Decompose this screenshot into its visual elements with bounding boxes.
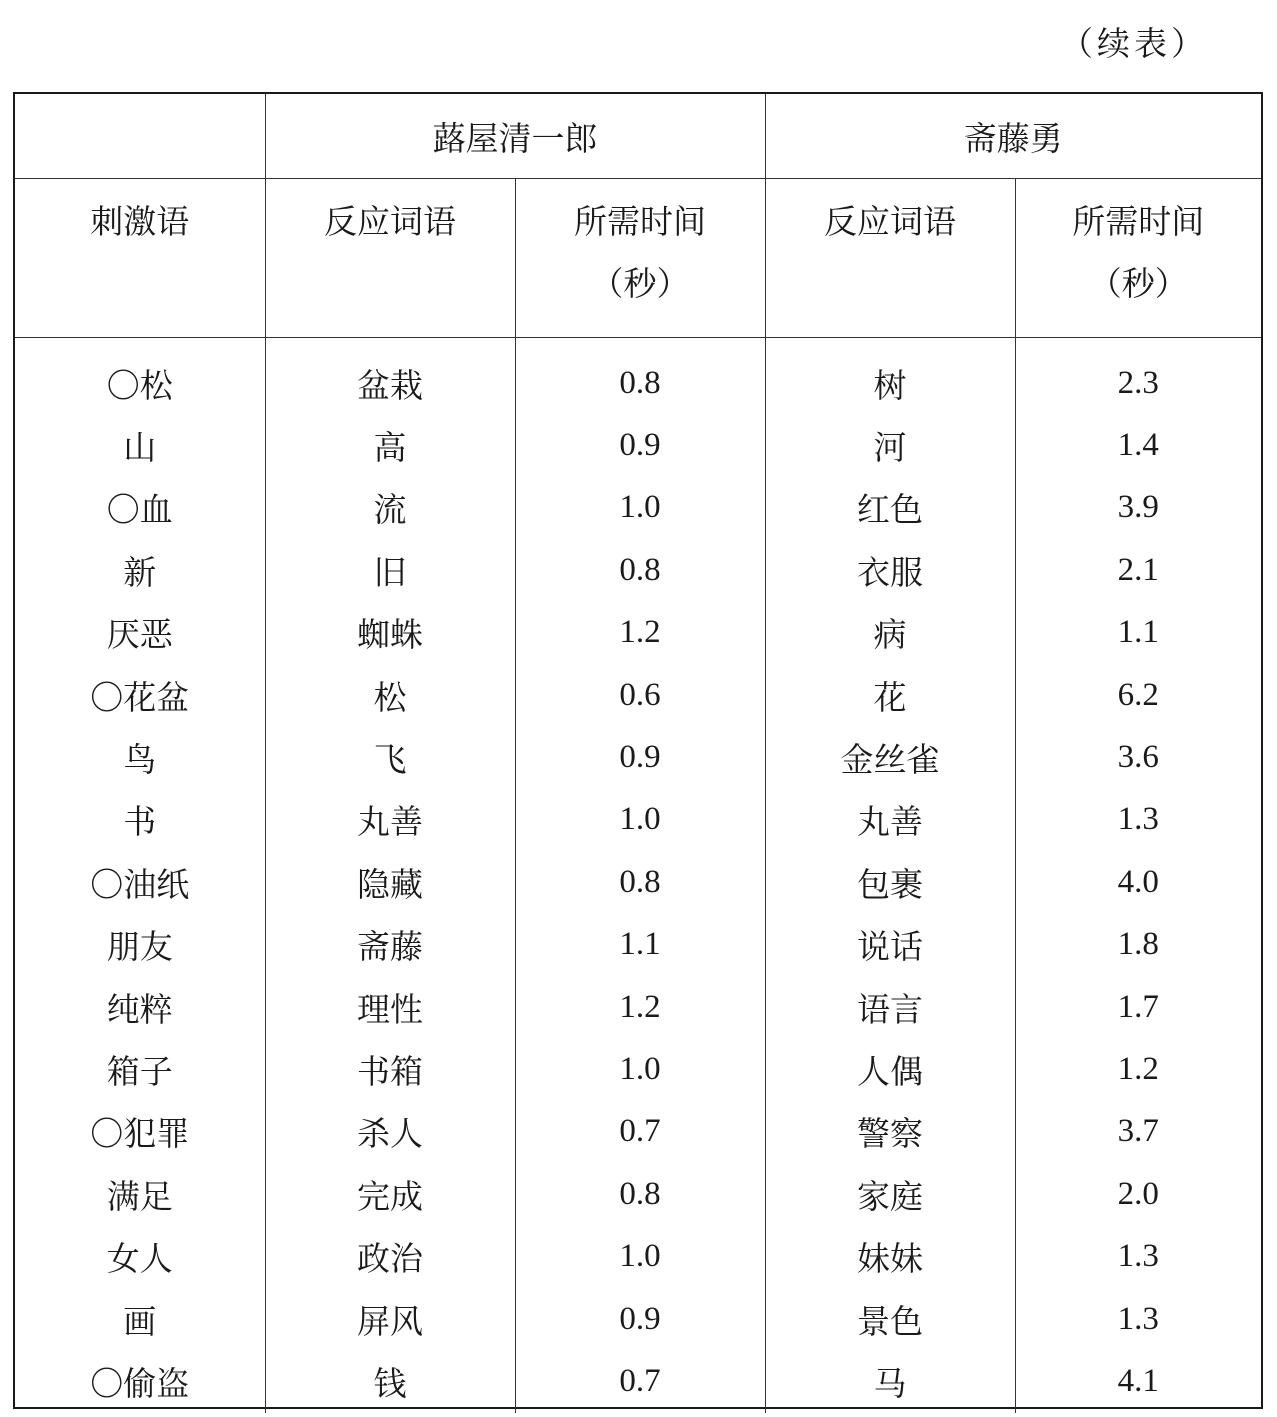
stimulus-cell: 新 [123, 552, 157, 592]
a-response-cell: 斋藤 [265, 914, 515, 976]
a-time-cell: 0.7 [515, 1350, 765, 1412]
b-response-cell: 衣服 [765, 539, 1015, 601]
b-time-cell: 1.3 [1015, 789, 1261, 851]
a-response-cell: 隐藏 [265, 851, 515, 913]
a-time-cell: 0.8 [515, 851, 765, 913]
table-row [15, 914, 1261, 976]
header-b-time [1015, 179, 1261, 338]
a-response-cell: 完成 [265, 1163, 515, 1225]
table-row [15, 664, 1261, 726]
a-response-cell: 杀人 [265, 1101, 515, 1163]
table-row [15, 1038, 1261, 1100]
a-response-cell: 旧 [265, 539, 515, 601]
header-b-response: 反应词语 [765, 179, 1015, 338]
b-time-cell: 4.1 [1015, 1350, 1261, 1412]
stimulus-cell: 〇花盆 [90, 677, 190, 717]
table-row [15, 1225, 1261, 1287]
b-time-cell: 6.2 [1015, 664, 1261, 726]
a-time-cell: 1.1 [515, 914, 765, 976]
b-response-cell: 花 [765, 664, 1015, 726]
stimulus-cell: 山 [123, 428, 157, 468]
b-time-cell: 2.1 [1015, 539, 1261, 601]
b-response-cell: 红色 [765, 477, 1015, 539]
b-response-cell: 病 [765, 602, 1015, 664]
table-row [15, 338, 1261, 415]
b-response-cell: 金丝雀 [765, 726, 1015, 788]
stimulus-cell: 满足 [106, 1176, 173, 1216]
b-response-cell: 语言 [765, 976, 1015, 1038]
table-row [15, 539, 1261, 601]
header-b-time-line2: （秒） [1088, 264, 1188, 303]
stimulus-cell: 箱子 [106, 1051, 173, 1091]
stimulus-cell: 朋友 [106, 927, 173, 967]
table-row [15, 1163, 1261, 1225]
stimulus-cell: 〇油纸 [90, 864, 190, 904]
b-time-cell: 2.3 [1015, 338, 1261, 415]
association-table [13, 92, 1263, 1409]
a-response-cell: 流 [265, 477, 515, 539]
a-response-cell: 丸善 [265, 789, 515, 851]
table-row [15, 1288, 1261, 1350]
table-row [15, 726, 1261, 788]
stimulus-cell: 书 [123, 802, 157, 842]
a-response-cell: 理性 [265, 976, 515, 1038]
stimulus-cell: 〇血 [106, 490, 173, 530]
table [15, 94, 1261, 1413]
b-response-cell: 人偶 [765, 1038, 1015, 1100]
a-time-cell: 0.8 [515, 539, 765, 601]
a-time-cell: 0.7 [515, 1101, 765, 1163]
header-row-columns [15, 179, 1261, 338]
stimulus-cell: 鸟 [123, 740, 157, 780]
stimulus-cell: 〇松 [106, 365, 173, 405]
b-time-cell: 1.7 [1015, 976, 1261, 1038]
a-response-cell: 钱 [265, 1350, 515, 1412]
b-response-cell: 树 [765, 338, 1015, 415]
b-time-cell: 1.2 [1015, 1038, 1261, 1100]
b-time-cell: 3.7 [1015, 1101, 1261, 1163]
stimulus-cell: 女人 [106, 1239, 173, 1279]
a-response-cell: 屏风 [265, 1288, 515, 1350]
b-time-cell: 2.0 [1015, 1163, 1261, 1225]
b-time-cell: 4.0 [1015, 851, 1261, 913]
header-a-time-line1: 所需时间 [574, 202, 706, 241]
table-row [15, 789, 1261, 851]
header-b-time-line1: 所需时间 [1072, 202, 1205, 241]
b-response-cell: 说话 [765, 914, 1015, 976]
b-response-cell: 家庭 [765, 1163, 1015, 1225]
stimulus-cell: 厌恶 [106, 615, 173, 655]
table-row [15, 1350, 1261, 1412]
table-row [15, 1101, 1261, 1163]
a-response-cell: 飞 [265, 726, 515, 788]
header-stimulus: 刺激语 [15, 179, 265, 338]
a-response-cell: 松 [265, 664, 515, 726]
a-time-cell: 1.0 [515, 789, 765, 851]
table-row [15, 851, 1261, 913]
a-time-cell: 0.6 [515, 664, 765, 726]
a-response-cell: 高 [265, 414, 515, 476]
a-response-cell: 蜘蛛 [265, 602, 515, 664]
b-response-cell: 妹妹 [765, 1225, 1015, 1287]
b-response-cell: 包裹 [765, 851, 1015, 913]
a-response-cell: 政治 [265, 1225, 515, 1287]
a-time-cell: 0.9 [515, 1288, 765, 1350]
a-response-cell: 书箱 [265, 1038, 515, 1100]
table-body [15, 338, 1261, 1413]
b-time-cell: 3.9 [1015, 477, 1261, 539]
b-time-cell: 3.6 [1015, 726, 1261, 788]
a-time-cell: 0.9 [515, 414, 765, 476]
b-response-cell: 河 [765, 414, 1015, 476]
header-group-a: 蕗屋清一郎 [265, 94, 765, 179]
header-empty-cell [15, 94, 265, 179]
header-a-time [515, 179, 765, 338]
b-time-cell: 1.3 [1015, 1225, 1261, 1287]
b-time-cell: 1.1 [1015, 602, 1261, 664]
b-response-cell: 景色 [765, 1288, 1015, 1350]
stimulus-cell: 〇犯罪 [90, 1114, 190, 1154]
b-response-cell: 丸善 [765, 789, 1015, 851]
a-time-cell: 1.0 [515, 1038, 765, 1100]
continued-label: （续表） [1060, 24, 1208, 63]
b-time-cell: 1.4 [1015, 414, 1261, 476]
a-time-cell: 1.2 [515, 976, 765, 1038]
header-group-b: 斋藤勇 [765, 94, 1261, 179]
stimulus-cell: 纯粹 [106, 989, 173, 1029]
b-time-cell: 1.8 [1015, 914, 1261, 976]
a-time-cell: 1.2 [515, 602, 765, 664]
a-time-cell: 1.0 [515, 1225, 765, 1287]
table-row [15, 477, 1261, 539]
b-response-cell: 警察 [765, 1101, 1015, 1163]
header-row-groups [15, 94, 1261, 179]
a-response-cell: 盆栽 [265, 338, 515, 415]
table-row [15, 976, 1261, 1038]
a-time-cell: 0.8 [515, 1163, 765, 1225]
table-row [15, 414, 1261, 476]
a-time-cell: 1.0 [515, 477, 765, 539]
stimulus-cell: 〇偷盗 [90, 1363, 190, 1403]
b-time-cell: 1.3 [1015, 1288, 1261, 1350]
a-time-cell: 0.9 [515, 726, 765, 788]
header-a-response: 反应词语 [265, 179, 515, 338]
header-a-time-line2: （秒） [590, 264, 690, 303]
b-response-cell: 马 [765, 1350, 1015, 1412]
table-row [15, 602, 1261, 664]
a-time-cell: 0.8 [515, 338, 765, 415]
stimulus-cell: 画 [123, 1301, 157, 1341]
